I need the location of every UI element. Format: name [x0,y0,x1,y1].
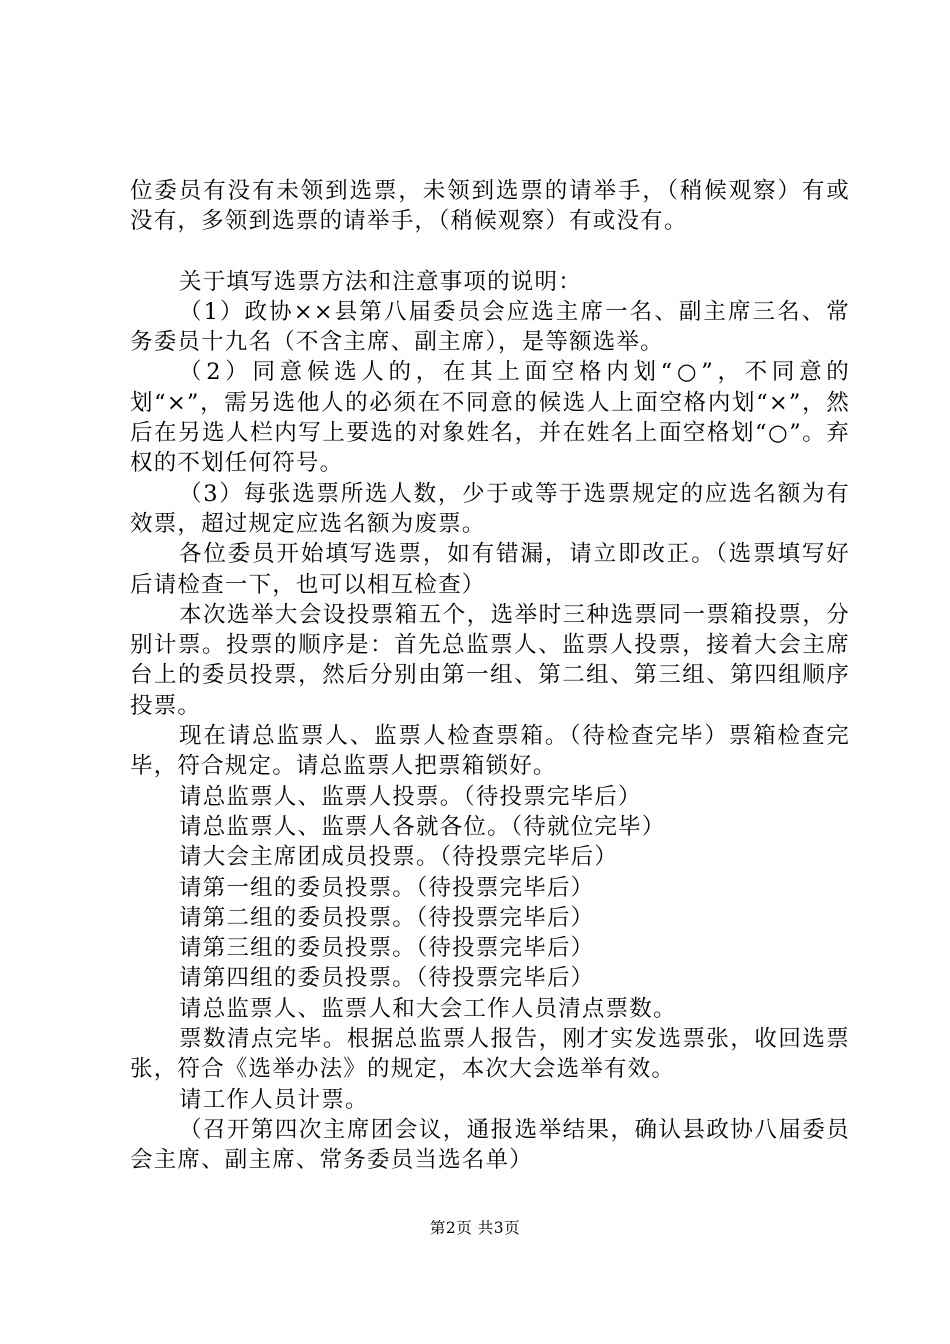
page-number-footer: 第2页 共3页 [429,1219,521,1237]
paragraph-group-3-vote: 请第三组的委员投票。（待投票完毕后） [179,935,595,962]
paragraph-group-2-vote: 请第二组的委员投票。（待投票完毕后） [179,904,595,931]
paragraph-gap [130,237,850,267]
paragraph-group-4-vote: 请第四组的委员投票。（待投票完毕后） [179,965,595,992]
paragraph-instruction-3: （3）每张选票所选人数，少于或等于选票规定的应选名额为有效票，超过规定应选名额为废票。 [130,480,850,537]
paragraph-fill-ballot: 各位委员开始填写选票，如有错漏，请立即改正。（选票填写好后请检查一下，也可以相互检查） [130,541,850,598]
paragraph-count-ballots: 请总监票人、监票人和大会工作人员清点票数。 [179,995,677,1022]
paragraph-scrutineers-position: 请总监票人、监票人各就各位。（待就位完毕） [179,813,666,840]
paragraph-count-complete: 票数清点完毕。根据总监票人报告，刚才实发选票张，收回选票张，符合《选举办法》的规定，本次大会选举有效。 [130,1026,850,1083]
paragraph-continuation: 位委员有没有未领到选票，未领到选票的请举手，（稍候观察）有或没有，多领到选票的请举手，（稍候观察）有或没有。 [130,178,850,235]
paragraph-presidium-meeting: （召开第四次主席团会议，通报选举结果，确认县政协八届委员会主席、副主席、常务委员当选名单） [130,1116,850,1174]
paragraph-group-1-vote: 请第一组的委员投票。（待投票完毕后） [179,874,595,901]
paragraph-ballot-instructions-heading: 关于填写选票方法和注意事项的说明： [179,268,582,295]
paragraph-instruction-2: （2）同意候选人的，在其上面空格内划“○”，不同意的划“×”，需另选他人的必须在不同意的候选人上面空格内划“×”，然后在另选人栏内写上要选的对象姓名，并在姓名上面空格划“○”。弃权的不划任何符号。 [130,359,850,477]
document-body [130,176,850,1176]
paragraph-scrutineers-vote: 请总监票人、监票人投票。（待投票完毕后） [179,783,642,810]
paragraph-instruction-1: （1）政协××县第八届委员会应选主席一名、副主席三名、常务委员十九名（不含主席、副主席），是等额选举。 [130,298,850,356]
paragraph-check-boxes: 现在请总监票人、监票人检查票箱。（待检查完毕）票箱检查完毕，符合规定。请总监票人把票箱锁好。 [130,723,850,780]
paragraph-tally: 请工作人员计票。 [179,1086,369,1113]
paragraph-presidium-vote: 请大会主席团成员投票。（待投票完毕后） [179,844,619,871]
paragraph-ballot-boxes: 本次选举大会设投票箱五个，选举时三种选票同一票箱投票，分别计票。投票的顺序是：首先总监票人、监票人投票，接着大会主席台上的委员投票，然后分别由第一组、第二组、第三组、第四组顺序投票。 [130,601,850,719]
